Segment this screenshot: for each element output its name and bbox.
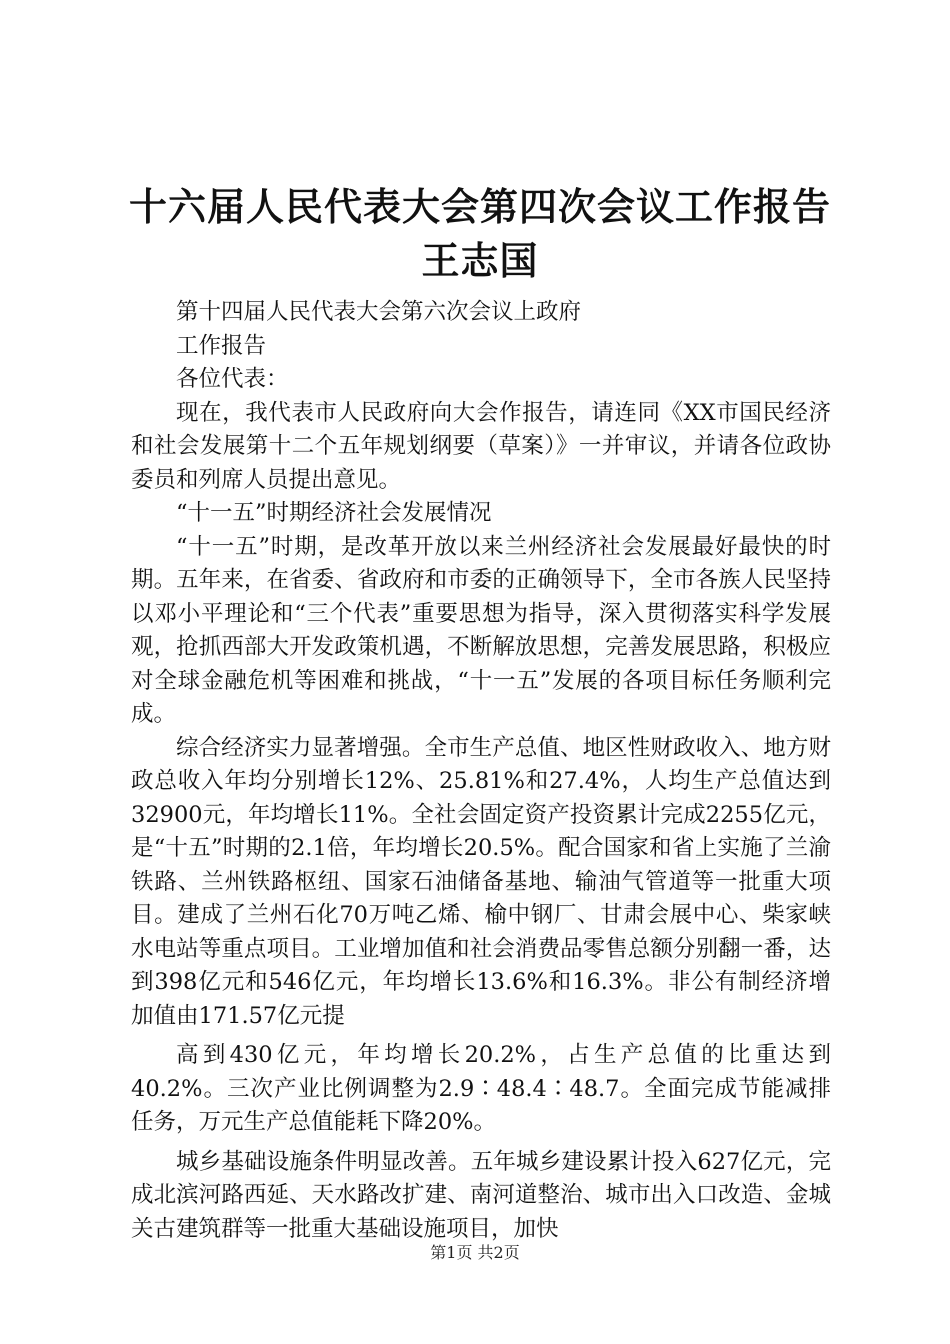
document-body (131, 296, 831, 1246)
document-title: 十六届人民代表大会第四次会议工作报告王志国 (128, 184, 831, 283)
paragraph: 高到430亿元，年均增长20.2%，占生产总值的比重达到40.2%。三次产业比例调整为2.9∶48.4∶48.7。全面完成节能减排任务，万元生产总值能耗下降20%。 (131, 1042, 831, 1135)
paragraph: 第十四届人民代表大会第六次会议上政府 (176, 299, 582, 325)
paragraph: 现在，我代表市人民政府向大会作报告，请连同《XX市国民经济和社会发展第十二个五年规划纲要（草案）》一并审议，并请各位政协委员和列席人员提出意见。 (131, 399, 831, 493)
paragraph: 综合经济实力显著增强。全市生产总值、地区性财政收入、地方财政总收入年均分别增长12%、25.81%和27.4%，人均生产总值达到32900元，年均增长11%。全社会固定资产投资累计完成2255亿元，是“十五”时期的2.1倍，年均增长20.5%。配合国家和省上实施了兰渝铁路、兰州铁路枢纽、国家石油储备基地、输油气管道等一批重大项目。建成了兰州石化70万吨乙烯、榆中钢厂、甘肃会展中心、柴家峡水电站等重点项目。工业增加值和社会消费品零售总额分别翻一番，达到398亿元和546亿元，年均增长13.6%和16.3%。非公有制经济增加值由171.57亿元提 (131, 734, 831, 1029)
paragraph: 城乡基础设施条件明显改善。五年城乡建设累计投入627亿元，完成北滨河路西延、天水路改扩建、南河道整治、城市出入口改造、金城关古建筑群等一批重大基础设施项目，加快 (131, 1148, 831, 1242)
paragraph: 各位代表： (176, 366, 289, 392)
paragraph: “十一五”时期，是改革开放以来兰州经济社会发展最好最快的时期。五年来，在省委、省政府和市委的正确领导下，全市各族人民坚持以邓小平理论和“三个代表”重要思想为指导，深入贯彻落实科学发展观，抢抓西部大开发政策机遇，不断解放思想，完善发展思路，积极应对全球金融危机等困难和挑战，“十一五”发展的各项目标任务顺利完成。 (131, 533, 831, 727)
page-number: 第1页 共2页 (430, 1243, 520, 1262)
paragraph: 工作报告 (176, 332, 267, 359)
section-heading: “十一五”时期经济社会发展情况 (176, 500, 492, 526)
